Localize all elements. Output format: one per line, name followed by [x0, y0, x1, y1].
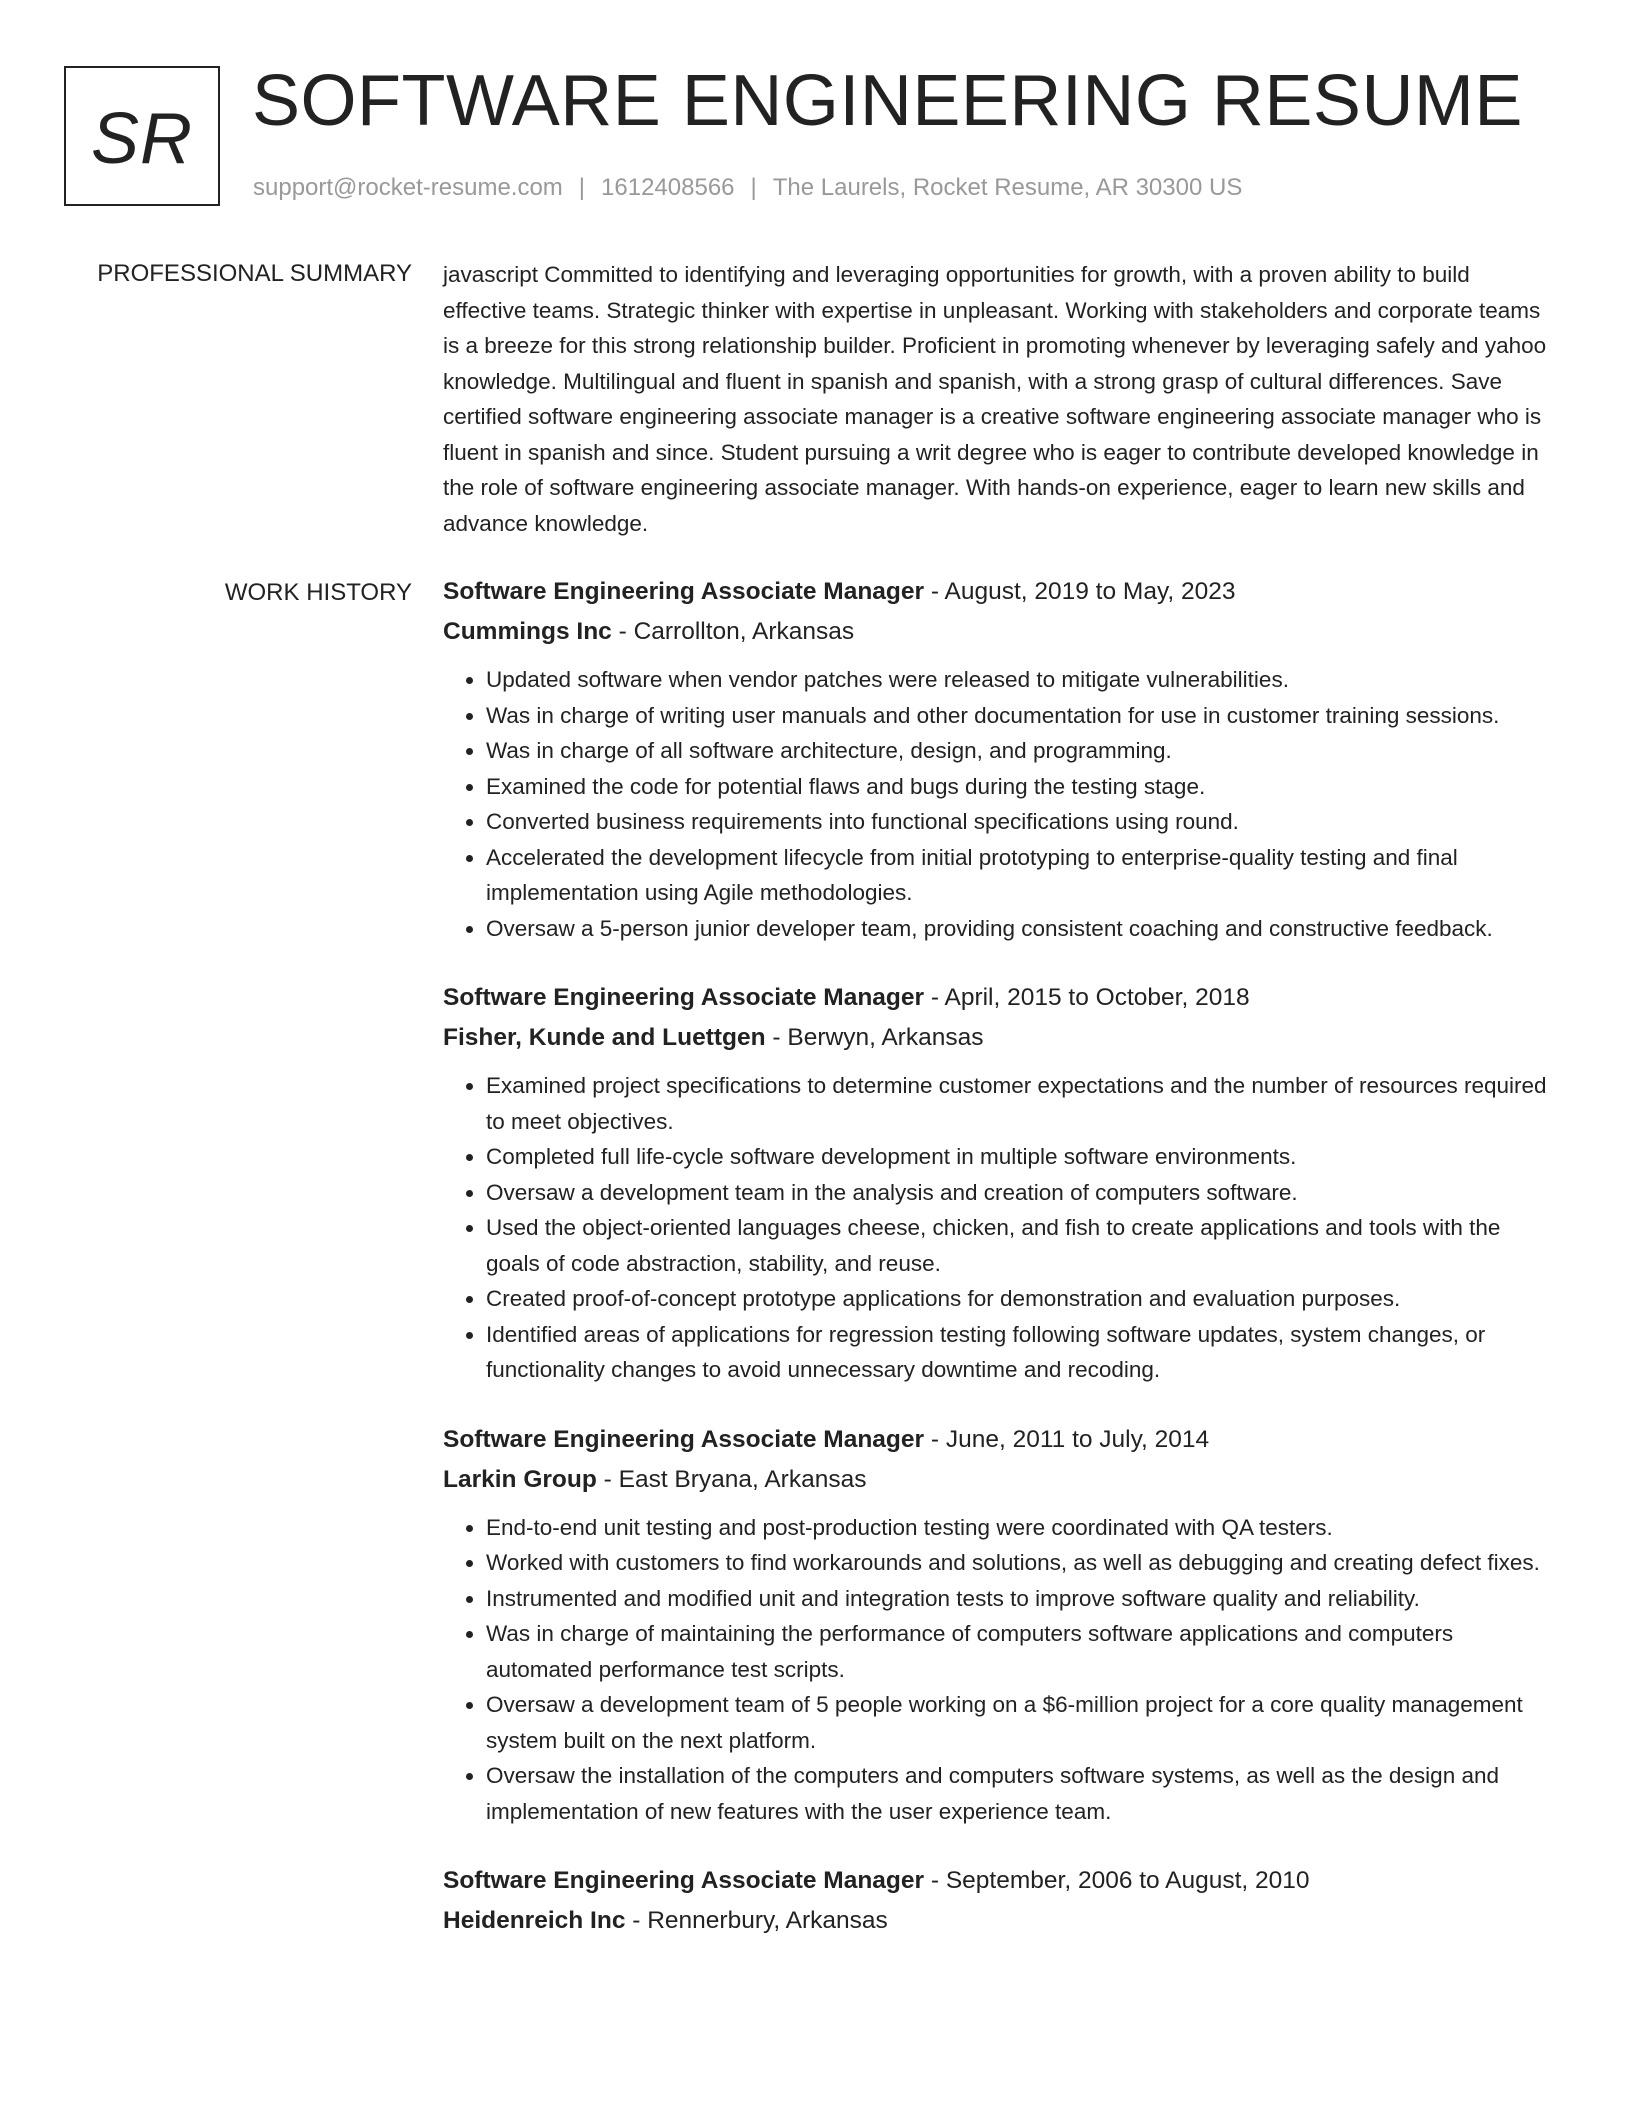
job-title-line [443, 1420, 1547, 1460]
resume-title: SOFTWARE ENGINEERING RESUME [252, 61, 1523, 141]
job-bullet: • Completed full life-cycle software development in multiple software environments. [486, 1139, 1547, 1175]
job-company-line [443, 1018, 1547, 1058]
work-history-label: WORK HISTORY [224, 579, 412, 606]
job-bullet: • Identified areas of applications for regression testing following software updates, system changes, or functionality changes to avoid unnecessary downtime and recoding. [486, 1317, 1547, 1388]
job-bullet: • Oversaw a development team in the analysis and creation of computers software. [486, 1175, 1547, 1211]
job-dates: - April, 2015 to October, 2018 [924, 984, 1250, 1011]
job-bullet: • Was in charge of writing user manuals and other documentation for use in customer training sessions. [486, 698, 1547, 734]
job-company: Larkin Group [443, 1465, 597, 1493]
job-title: Software Engineering Associate Manager [443, 984, 925, 1011]
job-bullets [443, 1068, 1547, 1388]
job-title: Software Engineering Associate Manager [443, 1867, 925, 1894]
contact-line [253, 174, 1242, 202]
job-company: Heidenreich Inc [443, 1907, 626, 1934]
summary-text: javascript Committed to identifying and leveraging opportunities for growth, with a proven ability to build effective teams. Strategic thinker with expertise in unpleasant. Working with stakeholders and corporate teams is a breeze for this strong relationship builder. Proficient in promoting whenever by leveraging safely and yahoo knowledge. Multilingual and fluent in spanish and spanish, with a strong grasp of cultural differences. Save certified software engineering associate manager is a creative software engineering associate manager who is fluent in spanish and since. Student pursuing a writ degree who is eager to contribute developed knowledge in the role of software engineering associate manager. With hands-on experience, eager to learn new skills and advance knowledge. [443, 262, 1547, 536]
job-bullet: • Updated software when vendor patches were released to mitigate vulnerabilities. [486, 662, 1547, 698]
monogram-box [64, 66, 220, 206]
job-company-line [443, 1901, 1547, 1941]
contact-address: The Laurels, Rocket Resume, AR 30300 US [772, 174, 1243, 201]
job-company: Fisher, Kunde and Luettgen [443, 1024, 766, 1051]
job-bullet: • Oversaw the installation of the computers and computers software systems, as well as the design and implementation of new features with the user experience team. [486, 1758, 1547, 1829]
job-bullet: • Examined project specifications to determine customer expectations and the number of resources required to meet objectives. [486, 1068, 1547, 1139]
job-dates: - September, 2006 to August, 2010 [924, 1867, 1310, 1894]
job-bullets [443, 1510, 1547, 1830]
job-title-line [443, 572, 1547, 612]
job-bullet: • Created proof-of-concept prototype applications for demonstration and evaluation purposes. [486, 1281, 1547, 1317]
job-entry [443, 978, 1547, 1388]
job-bullet: • Instrumented and modified unit and integration tests to improve software quality and reliability. [486, 1581, 1547, 1617]
job-bullet: • Was in charge of maintaining the performance of computers software applications and computers automated performance test scripts. [486, 1616, 1547, 1687]
job-title-line [443, 978, 1547, 1018]
job-bullet: • End-to-end unit testing and post-production testing were coordinated with QA testers. [486, 1510, 1547, 1546]
job-bullet: • Used the object-oriented languages cheese, chicken, and fish to create applications and tools with the goals of code abstraction, stability, and reuse. [486, 1210, 1547, 1281]
job-title: Software Engineering Associate Manager [443, 1425, 925, 1453]
summary-body [443, 257, 1547, 541]
summary-label: PROFESSIONAL SUMMARY [97, 260, 412, 287]
job-title: Software Engineering Associate Manager [443, 578, 925, 605]
contact-separator: | [750, 174, 757, 201]
job-entry [443, 1861, 1547, 1941]
job-bullet: • Converted business requirements into functional specifications using round. [486, 804, 1547, 840]
job-bullet: • Examined the code for potential flaws and bugs during the testing stage. [486, 769, 1547, 805]
job-location: - Rennerbury, Arkansas [625, 1907, 888, 1934]
monogram-initials: SR [90, 99, 194, 179]
job-bullet: • Accelerated the development lifecycle from initial prototyping to enterprise-quality testing and final implementation using Agile methodologies. [486, 840, 1547, 911]
job-dates: - June, 2011 to July, 2014 [924, 1425, 1210, 1453]
job-bullet: • Worked with customers to find workarounds and solutions, as well as debugging and creating defect fixes. [486, 1545, 1547, 1581]
job-bullets [443, 662, 1547, 946]
job-bullet: • Oversaw a development team of 5 people working on a $6-million project for a core quality management system built on the next platform. [486, 1687, 1547, 1758]
job-company-line [443, 1460, 1547, 1500]
job-company-line [443, 612, 1547, 652]
job-dates: - August, 2019 to May, 2023 [924, 578, 1236, 605]
job-company: Cummings Inc [443, 618, 612, 645]
job-title-line [443, 1861, 1547, 1901]
job-location: - East Bryana, Arkansas [596, 1465, 867, 1493]
job-bullet: • Oversaw a 5-person junior developer team, providing consistent coaching and constructive feedback. [486, 911, 1547, 947]
job-bullet: • Was in charge of all software architecture, design, and programming. [486, 733, 1547, 769]
contact-email: support@rocket-resume.com [253, 174, 563, 201]
job-location: - Carrollton, Arkansas [611, 618, 855, 645]
job-location: - Berwyn, Arkansas [765, 1024, 984, 1051]
jobs-list [443, 572, 1547, 1973]
job-entry [443, 1420, 1547, 1830]
job-entry [443, 572, 1547, 946]
contact-separator: | [578, 174, 586, 201]
contact-phone: 1612408566 [601, 174, 735, 201]
